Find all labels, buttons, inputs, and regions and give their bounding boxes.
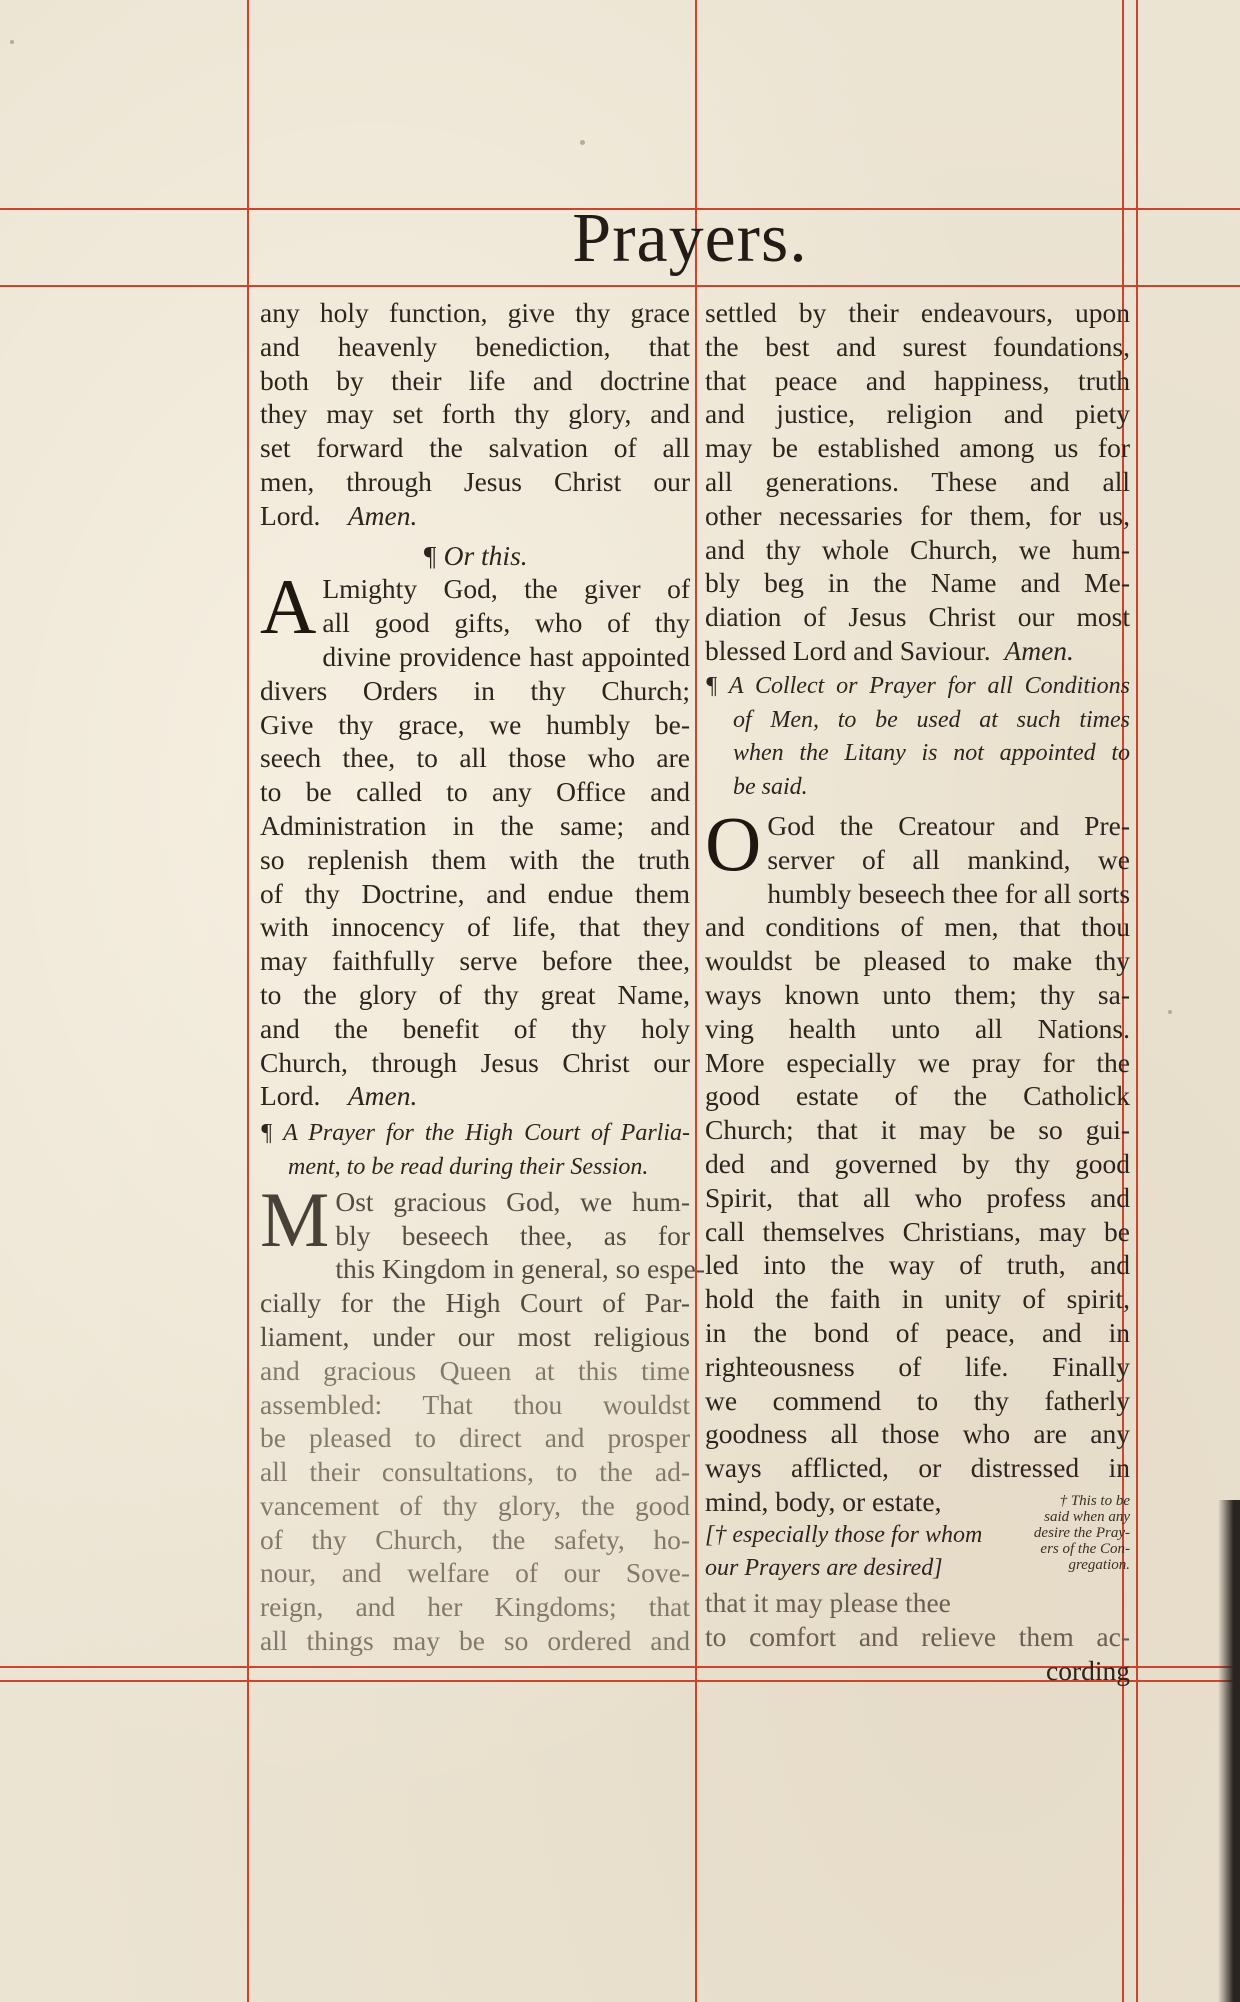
text-line: divine providence hast appointed	[322, 640, 690, 672]
text-line: in the bond of peace, and in	[705, 1316, 1130, 1348]
text-line-last	[260, 499, 690, 533]
text-line: Administration in the same; and	[260, 809, 690, 841]
left-column	[260, 296, 706, 1668]
text-line: all good gifts, who of thy	[322, 607, 690, 639]
text-line: of thy Doctrine, and endue them	[260, 877, 690, 909]
note-line: ers of the Con-	[1040, 1540, 1130, 1557]
text-line: vancement of thy glory, the good	[260, 1489, 690, 1521]
text-line: ving health unto all Nations.	[705, 1012, 1130, 1044]
text-line: cially for the High Court of Par-	[260, 1287, 690, 1319]
text-line: righteousness of life. Finally	[705, 1350, 1130, 1382]
heading-line: ¶ A Collect or Prayer for all Conditions	[705, 672, 1130, 699]
text-line: any holy function, give thy grace	[260, 297, 690, 328]
text-line: hold the faith in unity of spirit,	[705, 1283, 1130, 1315]
text-line: seech thee, to all those who are	[260, 742, 690, 774]
page-title: Prayers.	[572, 200, 808, 277]
text-line: may be established among us for	[705, 432, 1130, 464]
text-line: and the benefit of thy holy	[260, 1012, 690, 1044]
text-line: Church, through Jesus Christ our	[260, 1046, 690, 1078]
text-line: nour, and welfare of our Sove-	[260, 1557, 690, 1589]
note-line: † This to be	[1059, 1492, 1130, 1509]
right-margin-rule-outer	[1136, 0, 1138, 2002]
text-line: be pleased to direct and prosper	[260, 1422, 690, 1454]
text-fragment: blessed Lord and Saviour.	[705, 634, 991, 666]
left-paragraph-1	[260, 296, 690, 533]
paper-spot	[10, 40, 14, 44]
text-line: this Kingdom in general, so espe-	[335, 1253, 706, 1285]
heading-line: be said.	[733, 774, 808, 801]
text-line: with innocency of life, that they	[260, 911, 690, 943]
text-line: ded and governed by thy good	[705, 1147, 1130, 1179]
heading-line: ¶ A Prayer for the High Court of Parlia-	[260, 1120, 690, 1147]
text-line: that it may please thee	[705, 1587, 951, 1619]
text-line: led into the way of truth, and	[705, 1249, 1130, 1281]
text-line: bly beg in the Name and Me-	[705, 567, 1130, 599]
text-line: goodness all those who are any	[705, 1418, 1130, 1450]
text-line: and justice, religion and piety	[705, 398, 1130, 430]
drop-cap-o: O	[705, 799, 762, 887]
text-line: both by their life and doctrine	[260, 364, 690, 396]
text-line: reign, and her Kingdoms; that	[260, 1591, 690, 1623]
text-line: mind, body, or estate,	[705, 1485, 942, 1517]
text-line: of thy Church, the safety, ho-	[260, 1523, 690, 1555]
text-line: other necessaries for them, for us,	[705, 499, 1130, 531]
text-fragment: Lord.	[260, 1080, 321, 1112]
left-heading-parliament	[260, 1117, 690, 1185]
text-line: may faithfully serve before thee,	[260, 945, 690, 977]
text-line: Give thy grace, we humbly be-	[260, 708, 690, 740]
note-line: gregation.	[1068, 1556, 1130, 1573]
paper-spot	[1168, 1010, 1172, 1014]
text-line: Church; that it may be so gui-	[705, 1114, 1130, 1146]
text-line: all their consultations, to the ad-	[260, 1456, 690, 1488]
text-line-last	[260, 1079, 690, 1113]
text-line: we commend to thy fatherly	[705, 1384, 1130, 1416]
heading-line: of Men, to be used at such times	[733, 706, 1130, 733]
text-line: bly beseech thee, as for	[335, 1219, 690, 1251]
text-line: Spirit, that all who profess and	[705, 1181, 1130, 1213]
text-line: to be called to any Office and	[260, 776, 690, 808]
text-line: all generations. These and all	[705, 465, 1130, 497]
left-paragraph-2	[260, 563, 690, 1113]
text-line: assembled: That thou wouldst	[260, 1388, 690, 1420]
text-line: God the Creatour and Pre-	[767, 809, 1130, 841]
note-line: desire the Pray-	[1033, 1524, 1130, 1541]
text-line: and conditions of men, that thou	[705, 911, 1130, 943]
bracket-line: our Prayers are desired]	[705, 1555, 943, 1582]
right-column	[705, 296, 1131, 1686]
text-line: Lmighty God, the giver of	[322, 573, 690, 605]
top-rule-lower	[0, 285, 1240, 287]
text-line: to comfort and relieve them ac-	[705, 1621, 1130, 1653]
right-heading-collect	[705, 670, 1130, 805]
rubric-or-this: ¶ Or this.	[422, 539, 528, 571]
heading-line: ment, to be read during their Session.	[288, 1153, 649, 1180]
catchword: cording	[1045, 1654, 1130, 1686]
text-line: call themselves Christians, may be	[705, 1215, 1130, 1247]
text-line: so replenish them with the truth	[260, 843, 690, 875]
left-margin-rule	[247, 0, 249, 2002]
text-line: Ost gracious God, we hum-	[335, 1185, 690, 1217]
text-line: good estate of the Catholick	[705, 1080, 1130, 1112]
column-divider-rule	[695, 0, 697, 2002]
text-line: the best and surest foundations,	[705, 330, 1130, 362]
margin-note	[1030, 1493, 1130, 1573]
bracket-line: [† especially those for whom	[705, 1521, 983, 1548]
text-line: More especially we pray for the	[705, 1046, 1130, 1078]
left-paragraph-3	[260, 1175, 706, 1658]
right-paragraph-1	[705, 296, 1130, 668]
text-line: and heavenly benediction, that	[260, 330, 690, 362]
text-line: diation of Jesus Christ our most	[705, 601, 1130, 633]
text-line: men, through Jesus Christ our	[260, 465, 690, 497]
right-paragraph-2	[705, 799, 1131, 1688]
drop-cap-m: M	[260, 1175, 330, 1263]
amen-word: Amen.	[347, 1080, 418, 1112]
text-line: and thy whole Church, we hum-	[705, 533, 1130, 565]
text-line: ways known unto them; thy sa-	[705, 978, 1130, 1010]
text-line-last	[705, 634, 1130, 668]
text-line: and gracious Queen at this time	[260, 1354, 690, 1386]
amen-word: Amen.	[347, 499, 418, 531]
text-line: humbly beseech thee for all sorts	[767, 877, 1131, 909]
text-line: settled by their endeavours, upon	[705, 297, 1130, 328]
text-fragment: Lord.	[260, 499, 321, 531]
text-line: server of all mankind, we	[767, 843, 1130, 875]
bracket-block	[705, 1485, 1130, 1620]
note-line: said when any	[1044, 1508, 1130, 1525]
drop-cap-a: A	[260, 563, 317, 651]
text-line: divers Orders in thy Church;	[260, 674, 690, 706]
text-line: that peace and happiness, truth	[705, 364, 1130, 396]
text-line: ways afflicted, or distressed in	[705, 1452, 1130, 1484]
text-line: wouldst be pleased to make thy	[705, 945, 1130, 977]
text-line: all things may be so ordered and	[260, 1625, 690, 1657]
amen-word: Amen.	[1004, 634, 1074, 666]
text-line: set forward the salvation of all	[260, 432, 690, 464]
paper-spot	[580, 140, 585, 145]
heading-line: when the Litany is not appointed to	[733, 740, 1130, 767]
page-binding-shadow	[1218, 1500, 1240, 2002]
text-line: liament, under our most religious	[260, 1320, 690, 1352]
text-line: they may set forth thy glory, and	[260, 398, 690, 430]
text-line: to the glory of thy great Name,	[260, 978, 690, 1010]
